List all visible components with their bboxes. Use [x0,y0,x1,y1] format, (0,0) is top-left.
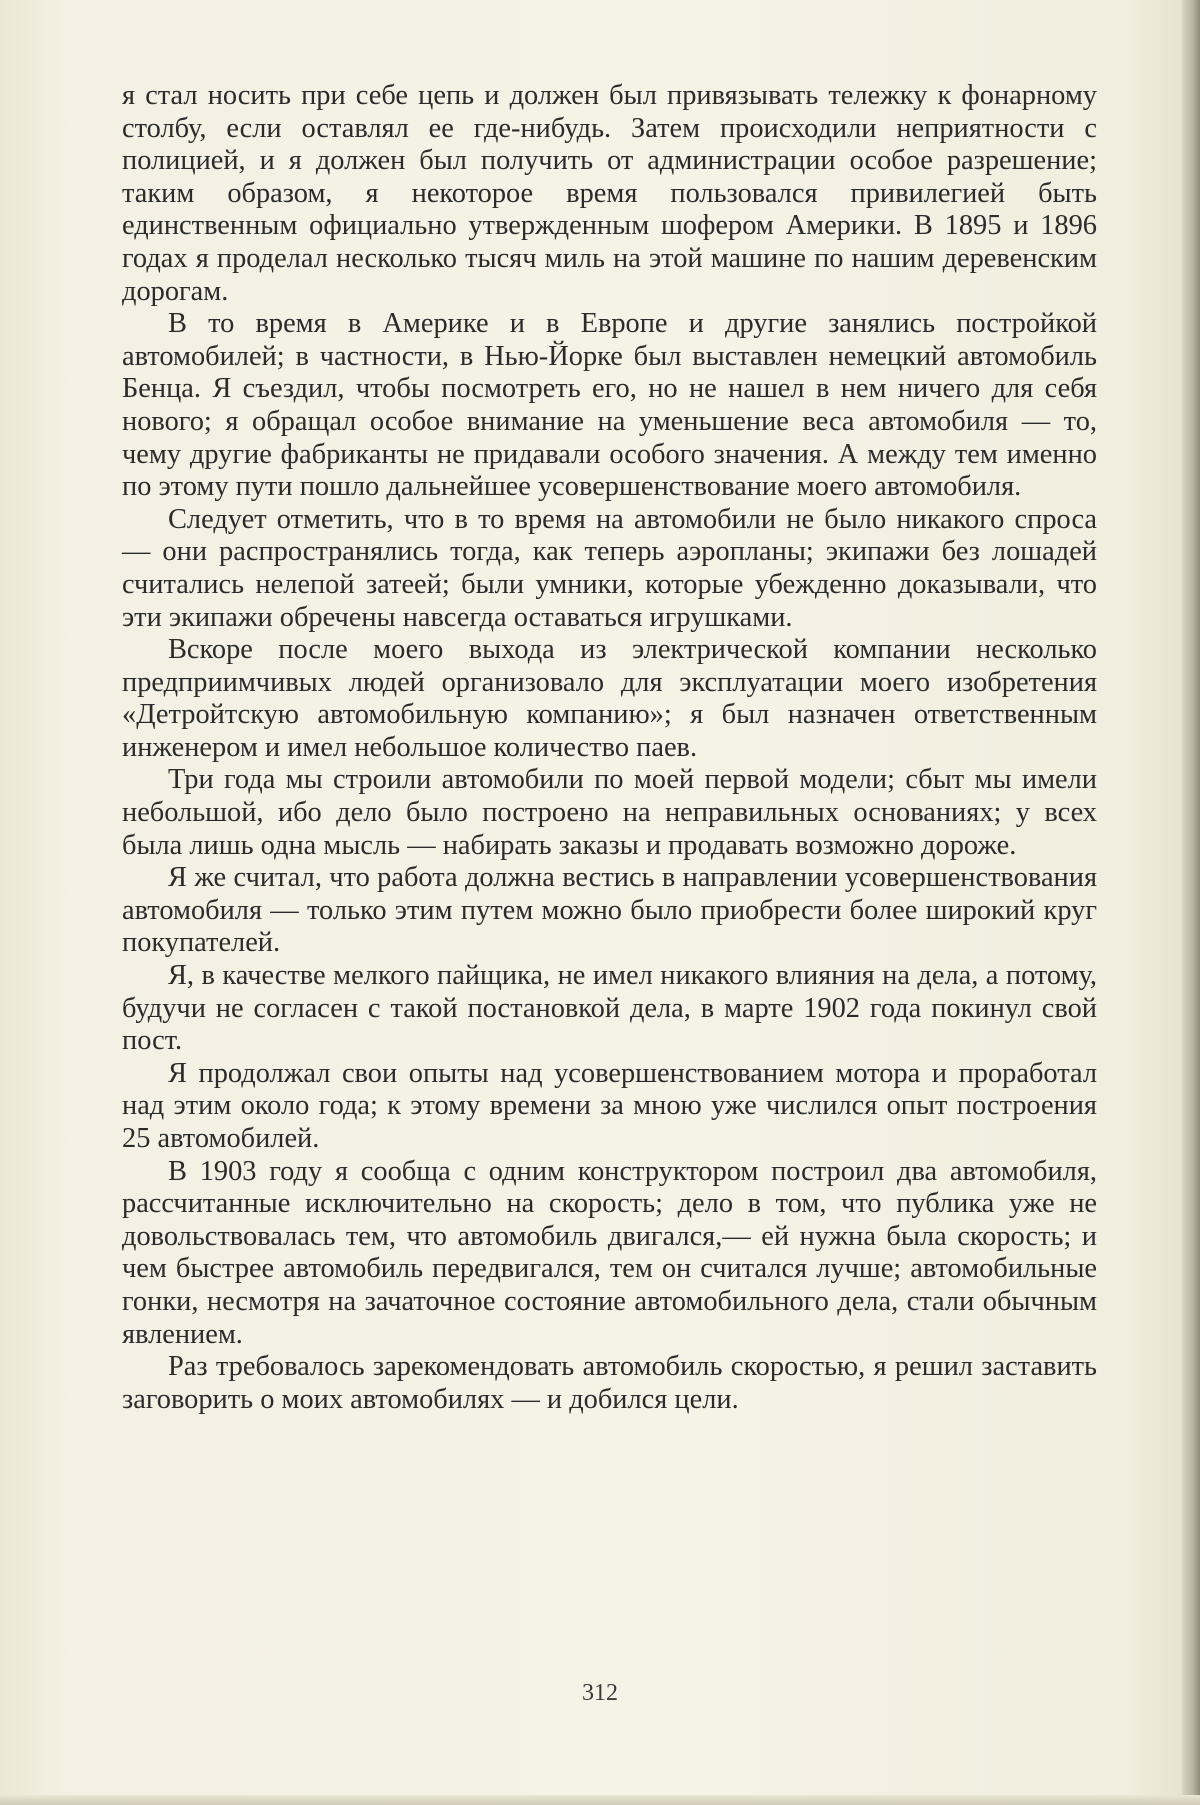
paragraph-7: Я, в качестве мелкого пайщика, не имел никакого влияния на дела, а потому, будучи не согласен с такой постановкой дела, в марте 1902 года покинул свой пост. [122,960,1097,1057]
paragraph-5: Три года мы строили автомобили по моей первой модели; сбыт мы имели небольшой, ибо дело было построено на неправильных основаниях; у всех была лишь одна мысль — набирать заказы и продавать возможно дороже. [122,764,1097,861]
paragraph-4: Вскоре после моего выхода из электрической компании несколько предприимчивых людей организовало для эксплуатации моего изобретения «Детройтскую автомобильную компанию»; я был назначен ответственным инженером и имел небольшое количество паев. [122,634,1097,763]
page-edge-shadow [1182,0,1200,1805]
page-bottom-edge [0,1795,1200,1805]
paragraph-6: Я же считал, что работа должна вестись в направлении усовершенствования автомобиля — только этим путем можно было приобрести более широкий круг покупателей. [122,862,1097,959]
paragraph-3: Следует отметить, что в то время на автомобили не было никакого спроса — они распространялись тогда, как теперь аэропланы; экипажи без лошадей считались нелепой затеей; были умники, которые убежденно доказывали, что эти экипажи обречены навсегда оставаться игрушками. [122,503,1097,633]
paragraph-1: я стал носить при себе цепь и должен был привязывать тележку к фонарному столбу, если оставлял ее где-нибудь. Затем происходили неприятности с полицией, и я должен был получить от администрации особое разрешение; таким образом, я некоторое время пользовался привилегией быть единственным официально утвержденным шофером Америки. В 1895 и 1896 годах я проделал несколько тысяч миль на этой машине по нашим деревенским дорогам. [122,80,1097,307]
paragraph-10: Раз требовалось зарекомендовать автомобиль скоростью, я решил заставить заговорить о моих автомобилях — и добился цели. [122,1351,1097,1415]
body-text [122,80,1097,1416]
paragraph-9: В 1903 году я сообща с одним конструктором построил два автомобиля, рассчитанные исключительно на скорость; дело в том, что публика уже не довольствовалась тем, что автомобиль двигался,— ей нужна была скорость; и чем быстрее автомобиль передвигался, тем он считался лучше; автомобильные гонки, несмотря на зачаточное состояние автомобильного дела, стали обычным явлением. [122,1155,1097,1350]
paragraph-2: В то время в Америке и в Европе и другие занялись постройкой автомобилей; в частности, в Нью-Йорке был выставлен немецкий автомобиль Бенца. Я съездил, чтобы посмотреть его, но не нашел в нем ничего для себя нового; я обращал особое внимание на уменьшение веса автомобиля — то, чему другие фабриканты не придавали особого значения. А между тем именно по этому пути пошло дальнейшее усовершенствование моего автомобиля. [122,308,1097,503]
page-number: 312 [582,1680,618,1706]
paragraph-8: Я продолжал свои опыты над усовершенствованием мотора и проработал над этим около года; к этому времени за мною уже числился опыт построения 25 автомобилей. [122,1057,1097,1154]
